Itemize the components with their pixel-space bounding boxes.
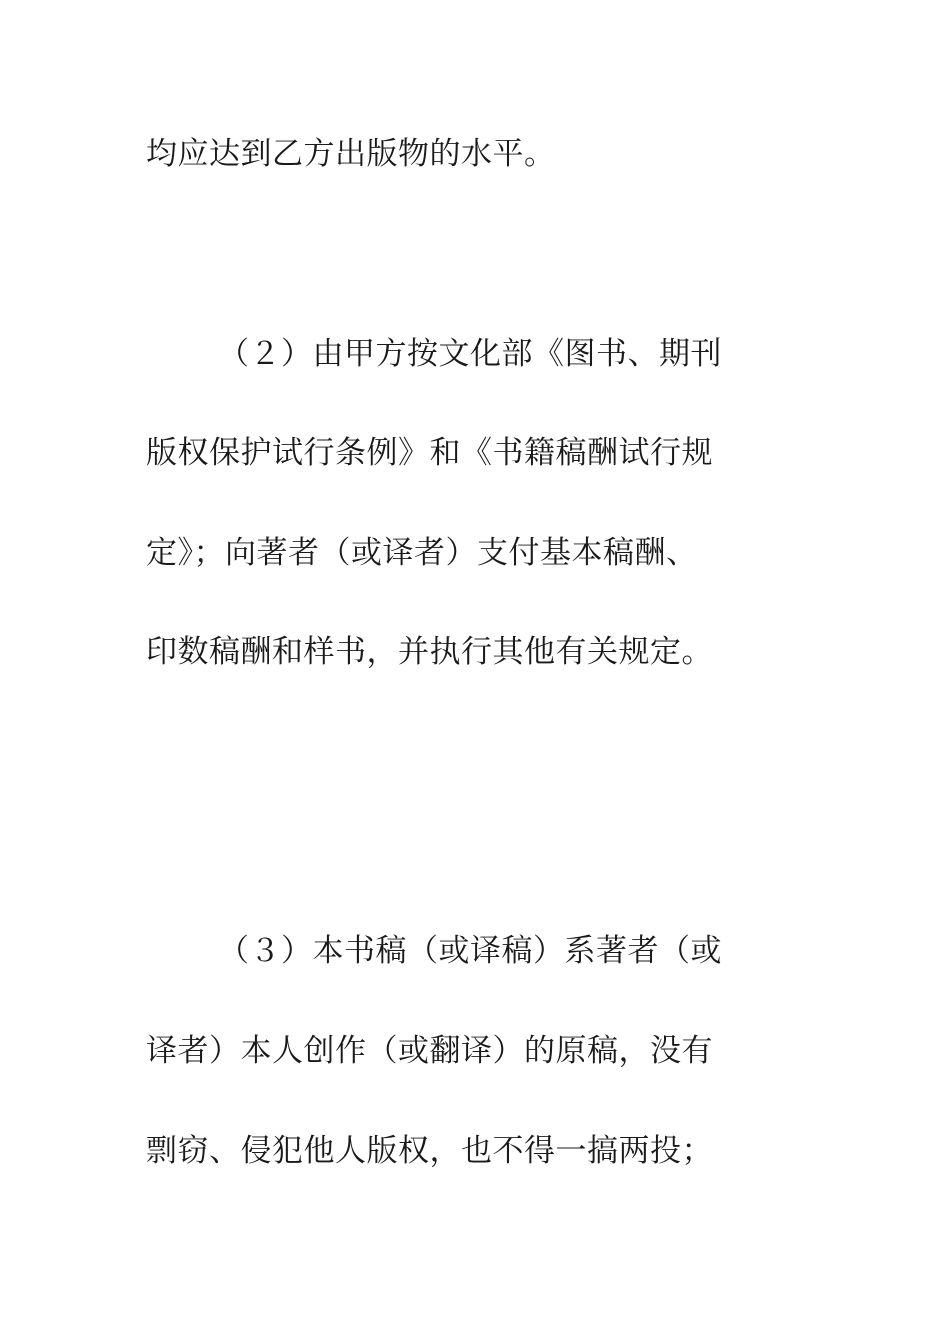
paragraph-2-line-1: （２）由甲方按文化部《图书、期刊 [218, 336, 722, 372]
paragraph-2-line-3: 定》；向著者（或译者）支付基本稿酬、 [146, 535, 698, 571]
paragraph-1-line-1: 均应达到乙方出版物的水平。 [146, 136, 556, 172]
paragraph-3-line-1: （３）本书稿（或译稿）系著者（或 [218, 933, 722, 969]
paragraph-2-line-4: 印数稿酬和样书，并执行其他有关规定。 [146, 634, 713, 670]
paragraph-2-line-2: 版权保护试行条例》和《书籍稿酬试行规 [146, 435, 713, 471]
paragraph-3-line-3: 剽窃、侵犯他人版权，也不得一搞两投； [146, 1133, 713, 1169]
paragraph-3-line-2: 译者）本人创作（或翻译）的原稿，没有 [146, 1033, 713, 1069]
